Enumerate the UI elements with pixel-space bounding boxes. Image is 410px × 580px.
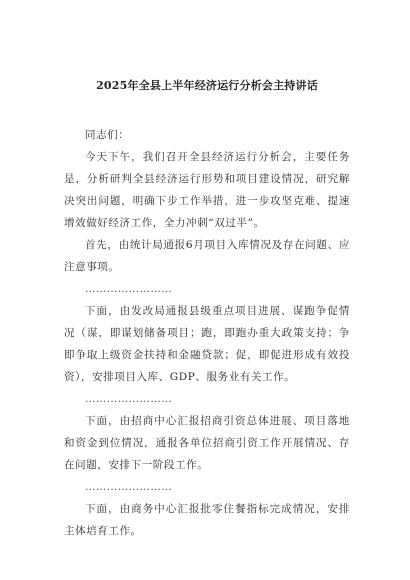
greeting: 同志们： [85,129,130,141]
paragraph-investment: 下面，由招商中心汇报招商引资总体进展、项目落地和资金到位情况，通报各单位招商引资工作开展情况、存在问题，安排下一阶段工作。 [64,415,350,471]
document-title: 2025年全县上半年经济运行分析会主持讲话 [96,79,318,92]
document-body [64,124,350,542]
ellipsis-separator: …………………… [85,481,173,493]
paragraph-development: 下面，由发改局通报县级重点项目进展、谋跑争促情况（谋，即谋划储备项目；跑，即跑办重大政策支持；争即争取上级资金扶持和金融贷款；促，即促进形成有效投资），安排项目入库、GDP、服务业有关工作。 [64,305,350,383]
paragraph-commerce: 下面，由商务中心汇报批零住餐指标完成情况，安排主体培育工作。 [64,503,350,537]
ellipsis-separator: …………………… [85,393,173,405]
paragraph-opening: 今天下午，我们召开全县经济运行分析会，主要任务是，分析研判全县经济运行形势和项目建设情况，研究解决突出问题，明确下步工作举措，进一步攻坚克难、提速增效做好经济工作，全力冲刺“双过半”。 [64,151,350,229]
ellipsis-separator: …………………… [85,283,173,295]
paragraph-statistics: 首先，由统计局通报6月项目入库情况及存在问题、应注意事项。 [64,239,350,273]
